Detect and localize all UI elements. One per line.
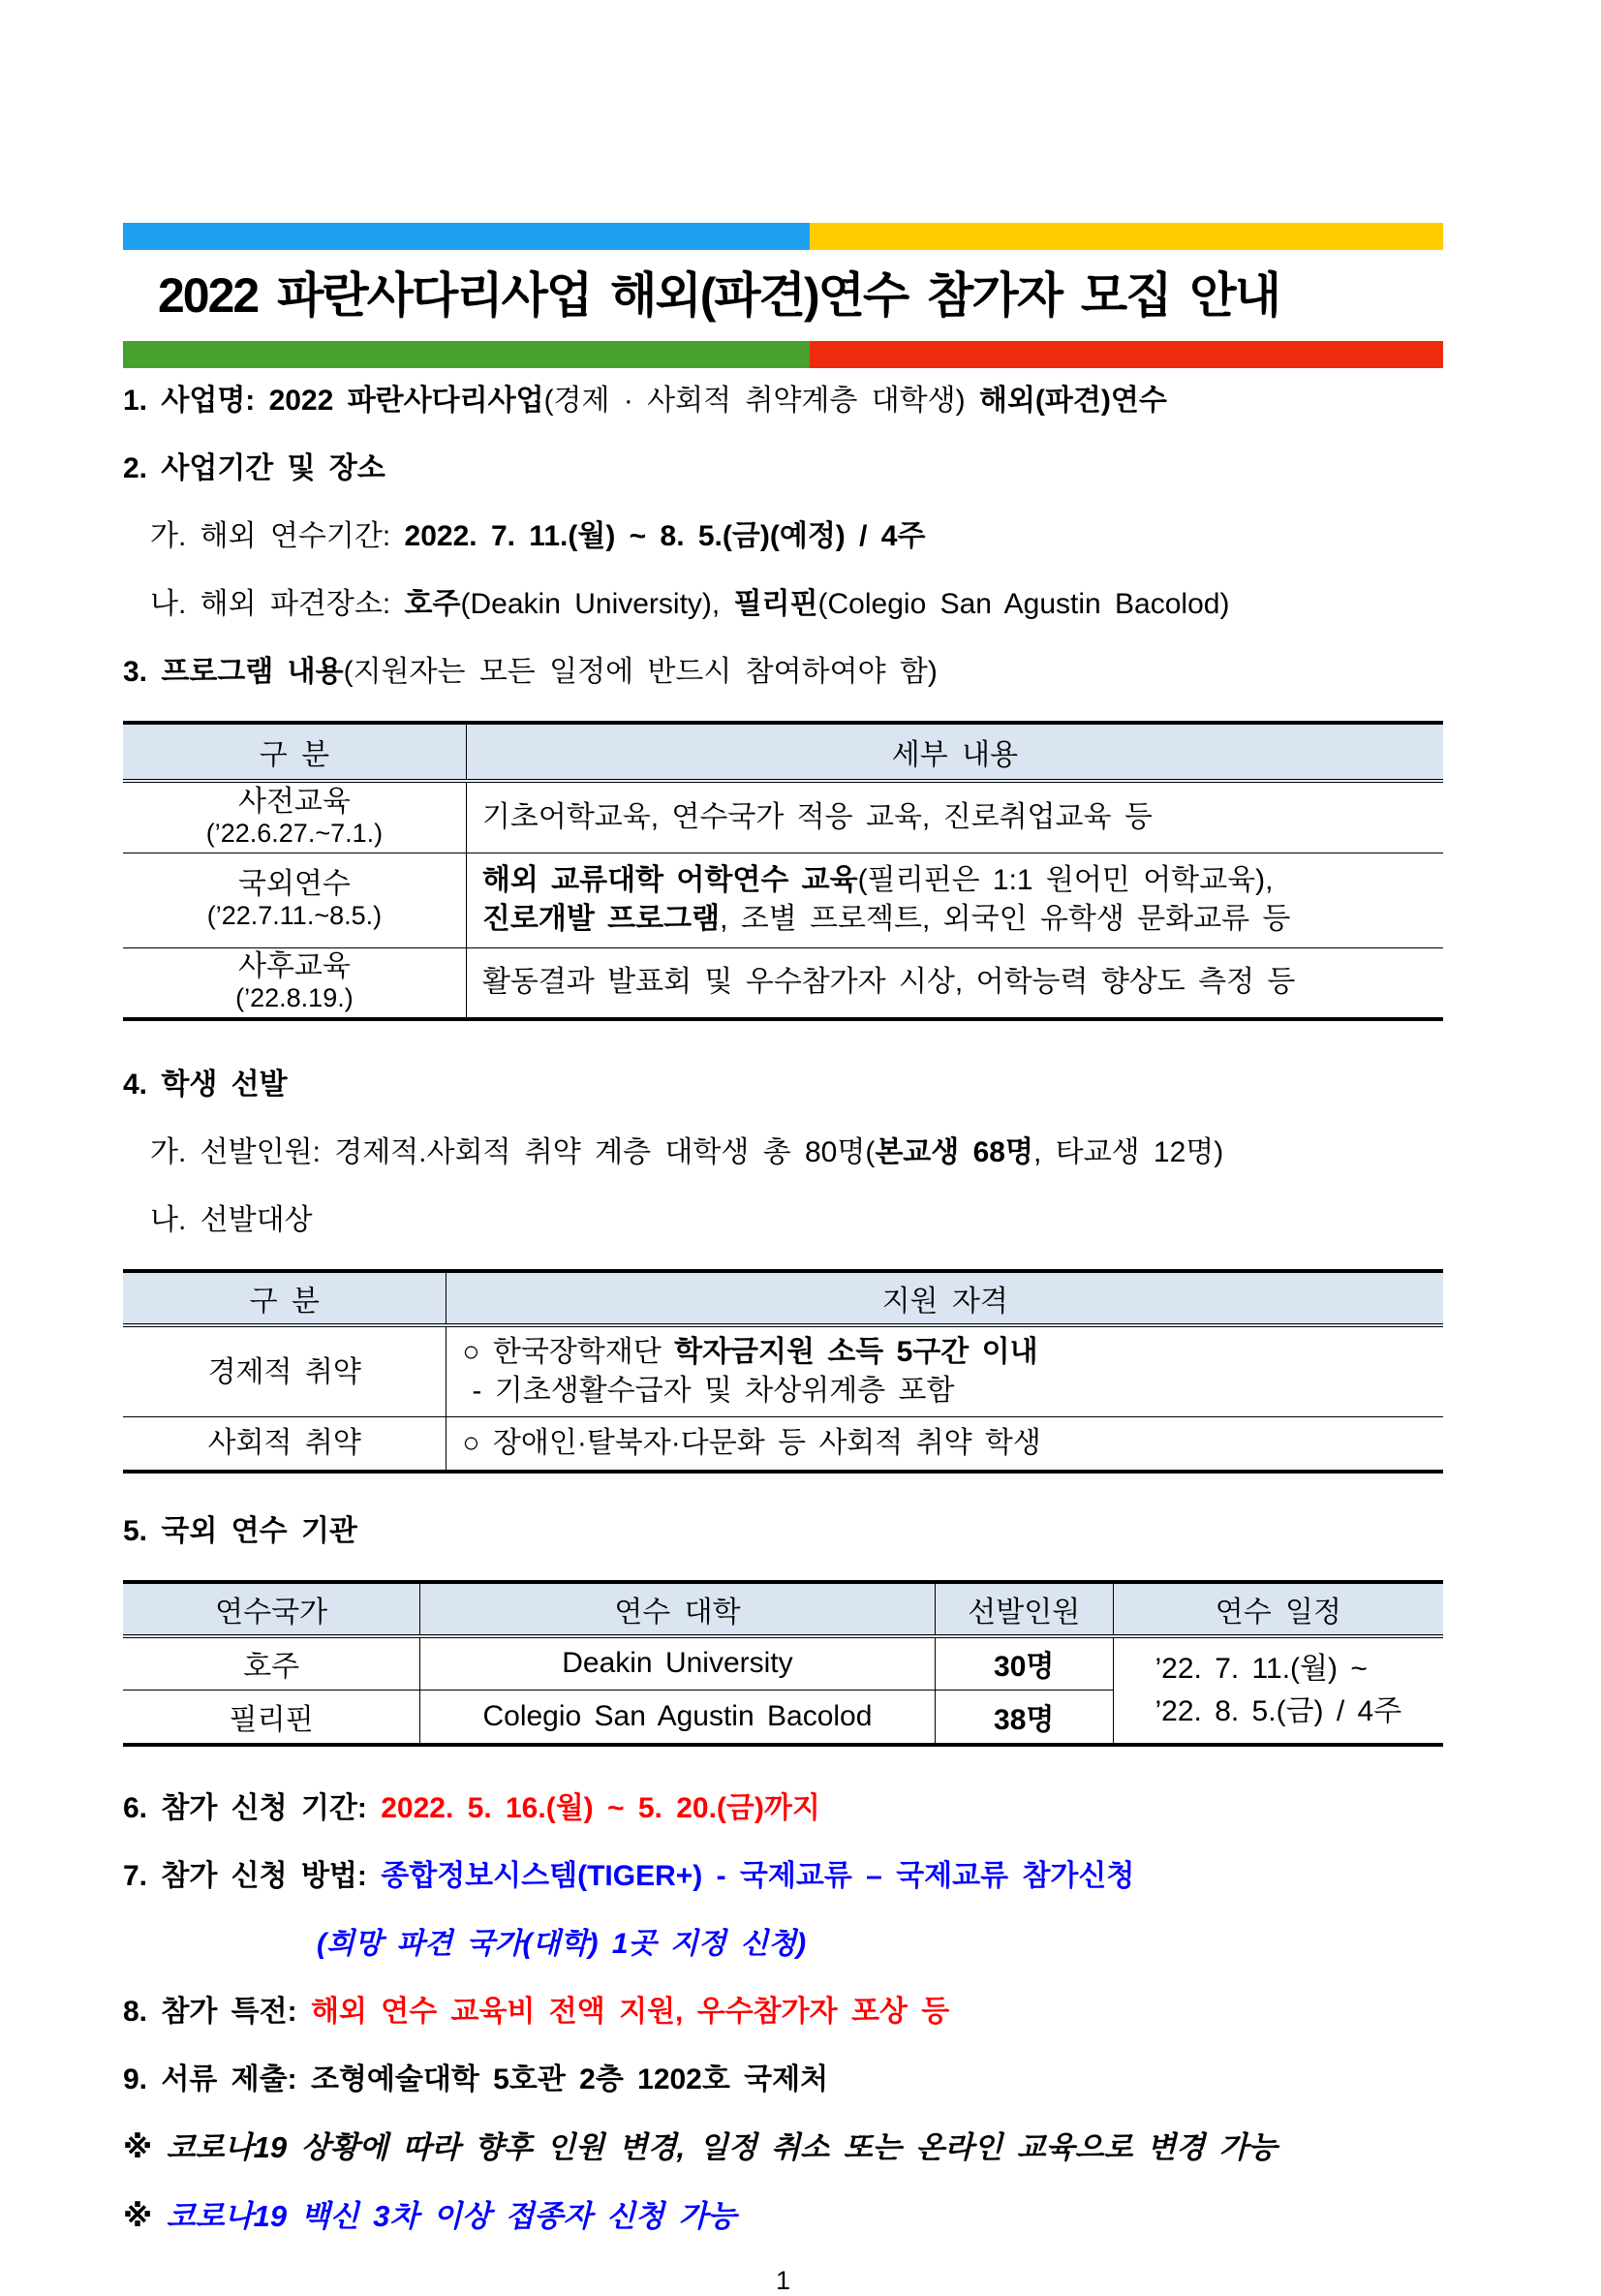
program-header-detail: 세부 내용	[466, 723, 1443, 781]
institutions-header-country: 연수국가	[123, 1582, 420, 1636]
eligibility-economic-desc	[446, 1325, 1443, 1417]
page-number: 1	[775, 2265, 791, 2295]
program-post-education-name: 사후교육	[237, 950, 351, 983]
program-overseas-desc	[466, 853, 1443, 947]
table-row	[123, 1325, 1443, 1417]
covid-note-1	[123, 2128, 1443, 2167]
table-row	[123, 1636, 1443, 1691]
note-1-text: 코로나19 상황에 따라 향후 인원 변경, 일정 취소 또는 온라인 교육으로 변경 가능	[166, 2129, 1278, 2164]
count-normal-1: 가. 선발인원: 경제적.사회적 취약 계층 대학생 총 80명(	[150, 1136, 876, 1168]
eligibility-table	[123, 1269, 1443, 1474]
schedule-lines	[1155, 1648, 1402, 1733]
program-pre-education-desc: 기초어학교육, 연수국가 적응 교육, 진로취업교육 등	[466, 781, 1443, 853]
section-2-heading: 2. 사업기간 및 장소	[123, 452, 385, 484]
institutions-header-university: 연수 대학	[420, 1582, 936, 1636]
section-1-business-name	[123, 382, 1443, 420]
row-philippines-university: Colegio San Agustin Bacolod	[420, 1691, 936, 1745]
period-value: 2022. 7. 11.(월) ~ 8. 5.(금)(예정) / 4주	[404, 520, 926, 552]
note-2-text: 코로나19 백신 3차 이상 접종자 신청 가능	[166, 2198, 737, 2233]
row-philippines-country: 필리핀	[123, 1691, 420, 1745]
overseas-normal-2: , 조별 프로젝트, 외국인 유학생 문화교류 등	[720, 903, 1291, 935]
row-philippines-count: 38명	[935, 1691, 1113, 1745]
period-label: 가. 해외 연수기간:	[150, 520, 405, 552]
program-overseas-cell	[123, 853, 466, 947]
eligibility-header-row	[123, 1271, 1443, 1325]
section-7-label: 7. 참가 신청 방법:	[123, 1859, 382, 1892]
table-row	[123, 1417, 1443, 1472]
program-pre-education-date: (’22.6.27.~7.1.)	[205, 818, 384, 848]
section-2-period-line	[150, 517, 1443, 556]
note-2-symbol: ※	[123, 2198, 167, 2233]
top-bar-blue-segment	[123, 223, 810, 250]
univ-colegio: (Colegio San Agustin Bacolod)	[817, 588, 1230, 620]
economic-line1	[462, 1333, 1437, 1372]
section-3-label: 3. 프로그램 내용	[123, 656, 344, 688]
program-pre-education-cell	[123, 781, 466, 853]
program-post-education-cell	[123, 947, 466, 1019]
top-bar-yellow-segment	[810, 223, 1443, 250]
eligibility-social-desc: ○ 장애인·탈북자·다문화 등 사회적 취약 학생	[446, 1417, 1443, 1472]
institutions-header-count: 선발인원	[935, 1582, 1113, 1636]
eligibility-social-name: 사회적 취약	[123, 1417, 446, 1472]
table-row	[123, 853, 1443, 947]
section-7-note: (희망 파견 국가(대학) 1곳 지정 신청)	[317, 1927, 807, 1960]
eligibility-header-category: 구 분	[123, 1271, 446, 1325]
overseas-bold-1: 해외 교류대학 어학연수 교육	[481, 864, 858, 896]
row-australia-count: 30명	[935, 1636, 1113, 1691]
institutions-table	[123, 1580, 1443, 1747]
schedule-cell	[1113, 1636, 1443, 1745]
table-row	[123, 781, 1443, 853]
count-normal-2: , 타교생 12명)	[1032, 1136, 1224, 1168]
section-6-period-value: 2022. 5. 16.(월) ~ 5. 20.(금)까지	[381, 1791, 820, 1824]
covid-note-2	[123, 2197, 1443, 2236]
section-9-label: 9. 서류 제출:	[123, 2063, 311, 2095]
title-bottom-bar	[123, 341, 1443, 368]
schedule-line1: ’22. 7. 11.(월) ~	[1155, 1652, 1368, 1685]
section-3-heading	[123, 653, 1443, 692]
page-title: 2022 파란사다리사업 해외(파견)연수 참가자 모집 안내	[158, 268, 1279, 323]
program-post-education-date: (’22.8.19.)	[235, 983, 354, 1013]
economic-bold: 학자금지원 소득 5구간 이내	[674, 1336, 1038, 1368]
overseas-bold-2: 진로개발 프로그램	[481, 903, 721, 935]
section-7-application-method	[123, 1857, 1443, 1896]
program-overseas-line2	[482, 900, 1437, 939]
country-australia: 호주	[404, 588, 461, 620]
section-1-training-type: 해외(파견)연수	[978, 385, 1167, 417]
country-philippines: 필리핀	[733, 588, 818, 620]
economic-normal: ○ 한국장학재단	[462, 1336, 675, 1368]
section-1-label: 1. 사업명:	[123, 385, 269, 417]
section-8-label: 8. 참가 특전:	[123, 1995, 311, 2028]
section-7-system-path: 종합정보시스템(TIGER+) - 국제교류 – 국제교류 참가신청	[381, 1859, 1135, 1892]
program-table-header-row	[123, 723, 1443, 781]
eligibility-header-qualification: 지원 자격	[446, 1271, 1443, 1325]
section-8-benefit-value: 해외 연수 교육비 전액 지원, 우수참가자 포상 등	[310, 1995, 950, 2028]
section-6-application-period	[123, 1789, 1443, 1828]
univ-deakin: (Deakin University),	[460, 588, 734, 620]
section-9-documents	[123, 2061, 1443, 2099]
title-top-bar	[123, 223, 1443, 250]
bottom-bar-green-segment	[123, 341, 810, 368]
section-4-target-line: 나. 선발대상	[150, 1204, 313, 1236]
row-australia-country: 호주	[243, 1651, 300, 1684]
section-2-location-line	[150, 585, 1443, 624]
schedule-line2: ’22. 8. 5.(금) / 4주	[1155, 1694, 1402, 1727]
institutions-header-schedule: 연수 일정	[1113, 1582, 1443, 1636]
program-overseas-line1	[482, 861, 1437, 900]
program-post-education-desc: 활동결과 발표회 및 우수참가자 시상, 어학능력 향상도 측정 등	[466, 947, 1443, 1019]
section-1-program-name: 2022 파란사다리사업	[268, 385, 544, 417]
note-1-symbol: ※	[123, 2129, 167, 2164]
section-5-heading: 5. 국외 연수 기관	[123, 1514, 357, 1547]
section-3-note: (지원자는 모든 일정에 반드시 참여하여야 함)	[343, 656, 938, 688]
row-australia-university: Deakin University	[420, 1636, 936, 1691]
program-table	[123, 721, 1443, 1021]
section-9-location: 조형예술대학 5호관 2층 1202호 국제처	[310, 2063, 829, 2095]
table-row	[123, 947, 1443, 1019]
program-overseas-name: 국외연수	[237, 868, 351, 900]
section-8-benefits	[123, 1993, 1443, 2032]
bottom-bar-red-segment	[810, 341, 1443, 368]
section-6-label: 6. 참가 신청 기간:	[123, 1791, 382, 1824]
eligibility-economic-name: 경제적 취약	[207, 1355, 361, 1388]
count-bold: 본교생 68명	[875, 1136, 1033, 1168]
overseas-normal-1: (필리핀은 1:1 원어민 어학교육),	[857, 864, 1274, 896]
location-label: 나. 해외 파견장소:	[150, 588, 405, 620]
program-header-category: 구 분	[123, 723, 466, 781]
program-pre-education-name: 사전교육	[237, 785, 351, 818]
title-banner	[123, 223, 1443, 368]
institutions-header-row	[123, 1582, 1443, 1636]
program-overseas-date: (’22.7.11.~8.5.)	[206, 901, 383, 930]
section-1-target-note: (경제 · 사회적 취약계층 대학생)	[543, 385, 979, 417]
section-4-heading: 4. 학생 선발	[123, 1069, 288, 1101]
economic-line2: - 기초생활수급자 및 차상위계층 포함	[472, 1375, 955, 1407]
section-4-count-line	[150, 1133, 1443, 1172]
